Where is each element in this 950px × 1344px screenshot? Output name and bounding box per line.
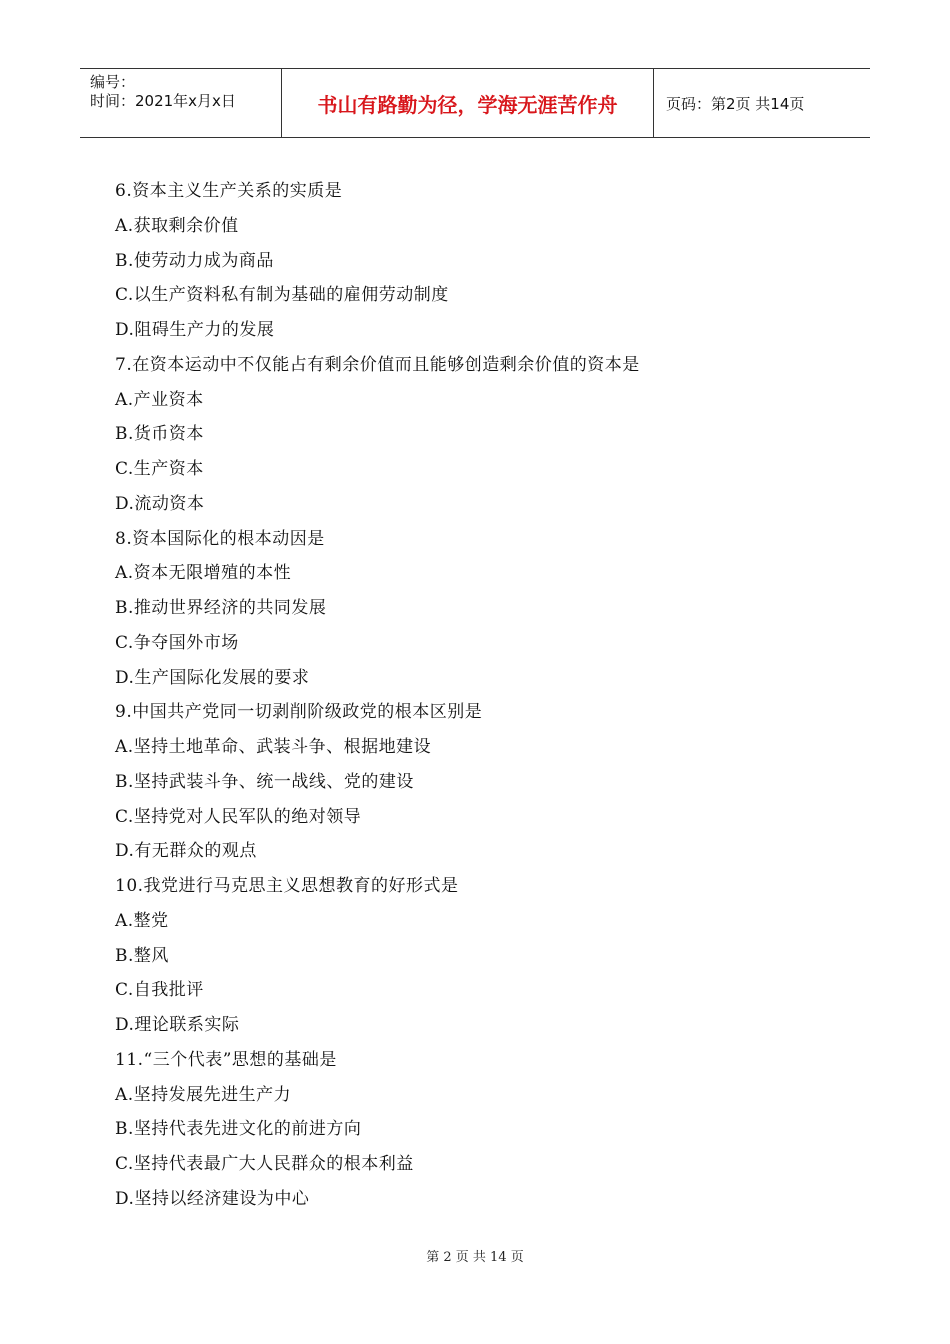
question-stem: 7.在资本运动中不仅能占有剩余价值而且能够创造剩余价值的资本是 <box>115 354 640 375</box>
document-time-label: 时间：2021年x月x日 <box>90 92 236 110</box>
option-b: B.使劳动力成为商品 <box>115 250 274 271</box>
question-11 <box>115 1043 815 1217</box>
option-c: C.以生产资料私有制为基础的雇佣劳动制度 <box>115 285 449 306</box>
header-page-info: 页码：第2页 共14页 <box>666 94 805 113</box>
option-c: C.争夺国外市场 <box>115 632 239 653</box>
option-c: C.自我批评 <box>115 980 204 1001</box>
page-footer: 第 2 页 共 14 页 <box>426 1250 524 1265</box>
question-8 <box>115 522 815 696</box>
question-7 <box>115 348 815 522</box>
option-b: B.货币资本 <box>115 424 204 445</box>
option-a: A.资本无限增殖的本性 <box>115 563 292 584</box>
option-c: C.坚持代表最广大人民群众的根本利益 <box>115 1154 414 1174</box>
header-meta <box>80 69 282 137</box>
option-a: A.坚持发展先进生产力 <box>115 1084 292 1105</box>
page-header <box>80 68 870 138</box>
question-6 <box>115 174 815 348</box>
option-c: C.生产资本 <box>115 459 204 479</box>
question-list <box>115 174 815 1217</box>
question-10 <box>115 869 815 1043</box>
option-d: D.有无群众的观点 <box>115 841 257 862</box>
option-a: A.坚持土地革命、武装斗争、根据地建设 <box>115 737 432 757</box>
document-number-label: 编号： <box>90 73 136 91</box>
option-d: D.生产国际化发展的要求 <box>115 667 310 688</box>
header-motto: 书山有路勤为径，学海无涯苦作舟 <box>282 69 654 137</box>
option-d: D.流动资本 <box>115 493 205 514</box>
option-b: B.推动世界经济的共同发展 <box>115 598 327 618</box>
option-a: A.获取剩余价值 <box>115 215 239 236</box>
question-stem: 10.我党进行马克思主义思想教育的好形式是 <box>115 876 459 896</box>
question-stem: 11.“三个代表”思想的基础是 <box>115 1049 337 1070</box>
option-a: A.整党 <box>115 910 169 931</box>
option-a: A.产业资本 <box>115 389 204 410</box>
option-d: D.阻碍生产力的发展 <box>115 320 275 340</box>
option-b: B.坚持代表先进文化的前进方向 <box>115 1119 362 1140</box>
question-stem: 9.中国共产党同一切剥削阶级政党的根本区别是 <box>115 702 483 723</box>
question-stem: 8.资本国际化的根本动因是 <box>115 528 325 549</box>
option-c: C.坚持党对人民军队的绝对领导 <box>115 806 362 827</box>
option-b: B.坚持武装斗争、统一战线、党的建设 <box>115 771 414 792</box>
option-d: D.理论联系实际 <box>115 1015 240 1035</box>
option-b: B.整风 <box>115 945 169 966</box>
question-stem: 6.资本主义生产关系的实质是 <box>115 181 343 201</box>
option-d: D.坚持以经济建设为中心 <box>115 1188 310 1209</box>
question-9 <box>115 695 815 869</box>
